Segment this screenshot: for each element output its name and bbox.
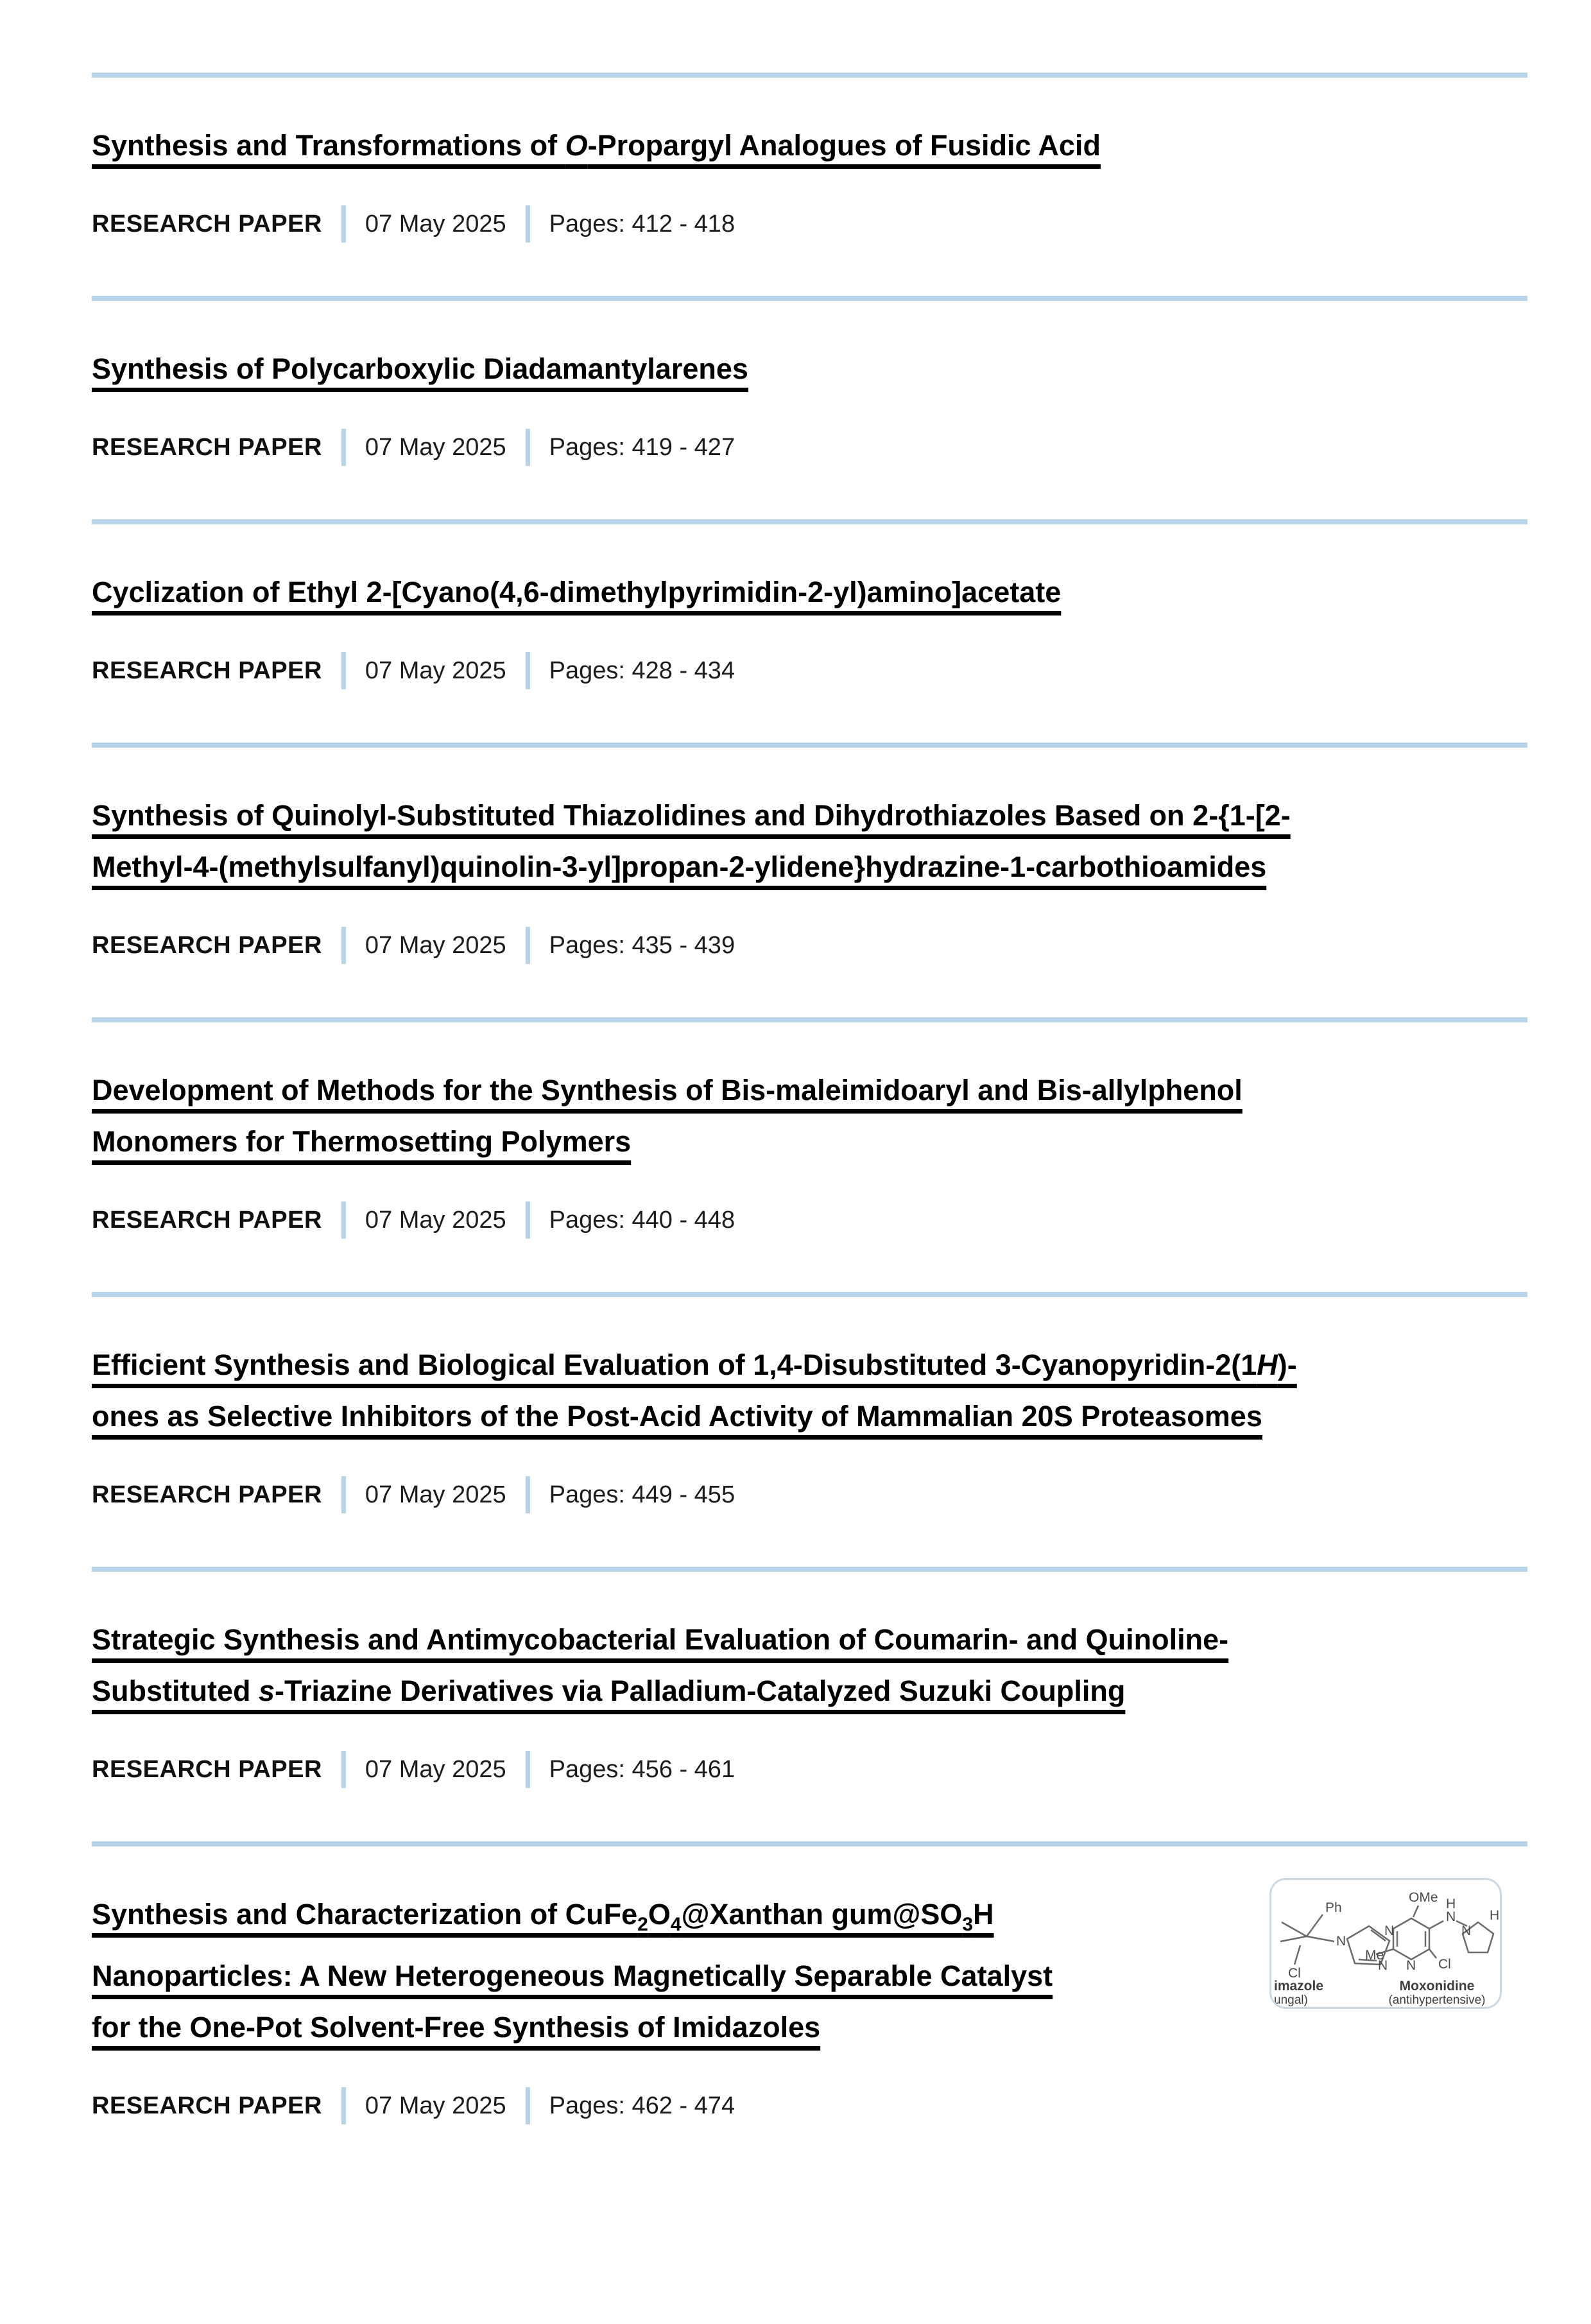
article-entry: [92, 1846, 1527, 2178]
meta-divider-icon: [341, 1476, 346, 1513]
separator-line: [92, 1292, 1527, 1297]
article-title-wrap: [92, 1339, 1527, 1442]
meta-divider-icon: [341, 2087, 346, 2124]
atom-label-ome: OMe: [1409, 1890, 1438, 1905]
article-type-label: RESEARCH PAPER: [92, 1206, 322, 1234]
meta-divider-icon: [526, 1476, 530, 1513]
article-meta-row: [92, 1749, 1527, 1790]
article-thumbnail[interactable]: [1269, 1878, 1502, 2009]
article-date: 07 May 2025: [365, 2092, 506, 2119]
thumb-left-caption-2: ungal): [1274, 1993, 1308, 2007]
article-title[interactable]: Strategic Synthesis and Antimycobacterial Evaluation of Coumarin- and Quinoline- Substituted s-Triazine Derivatives via Palladium-Catalyzed Suzuki Coupling: [92, 1623, 1229, 1707]
article-type-label: RESEARCH PAPER: [92, 210, 322, 237]
atom-label-me: Me: [1365, 1948, 1384, 1963]
article-meta-row: [92, 650, 1527, 691]
article-title[interactable]: Efficient Synthesis and Biological Evaluation of 1,4-Disubstituted 3-Cyanopyridin-2(1H)- ones as Selective Inhibitors of the Post-Acid Activity of Mammalian 20S Proteasomes: [92, 1348, 1297, 1433]
meta-divider-icon: [526, 1751, 530, 1788]
separator-line: [92, 1841, 1527, 1846]
article-title-wrap: [92, 790, 1527, 893]
article-pages: Pages: 428 - 434: [549, 657, 735, 684]
article-type-label: RESEARCH PAPER: [92, 1481, 322, 1508]
article-entry: [92, 301, 1527, 519]
article-entry: [92, 1572, 1527, 1841]
atom-label-n2: N: [1378, 1958, 1388, 1973]
article-title[interactable]: Cyclization of Ethyl 2-[Cyano(4,6-dimethylpyrimidin-2-yl)amino]acetate: [92, 576, 1062, 608]
atom-label-n4: N: [1406, 1958, 1416, 1973]
meta-divider-icon: [526, 652, 530, 689]
separator-line: [92, 296, 1527, 301]
article-meta-row: [92, 203, 1527, 245]
thumb-left-caption-1: imazole: [1274, 1979, 1324, 1993]
article-date: 07 May 2025: [365, 1481, 506, 1508]
article-pages: Pages: 435 - 439: [549, 931, 735, 959]
article-type-label: RESEARCH PAPER: [92, 2092, 322, 2119]
article-list: [92, 73, 1527, 2178]
article-date: 07 May 2025: [365, 433, 506, 461]
article-pages: Pages: 440 - 448: [549, 1206, 735, 1234]
article-entry: [92, 1297, 1527, 1567]
atom-label-h2: H: [1490, 1908, 1500, 1923]
article-pages: Pages: 449 - 455: [549, 1481, 735, 1508]
article-title[interactable]: Synthesis of Polycarboxylic Diadamantylarenes: [92, 352, 748, 385]
article-date: 07 May 2025: [365, 657, 506, 684]
separator-line: [92, 519, 1527, 524]
atom-label-cl-right: Cl: [1438, 1957, 1451, 1972]
article-meta-row: [92, 1200, 1527, 1241]
separator-line: [92, 73, 1527, 78]
article-type-label: RESEARCH PAPER: [92, 657, 322, 684]
meta-divider-icon: [341, 927, 346, 964]
atom-label-n6: N: [1461, 1924, 1472, 1938]
article-meta-row: [92, 427, 1527, 468]
article-entry: [92, 524, 1527, 743]
article-type-label: RESEARCH PAPER: [92, 1755, 322, 1783]
chemical-structures-icon: [1271, 1880, 1500, 2007]
meta-divider-icon: [526, 429, 530, 466]
article-type-label: RESEARCH PAPER: [92, 433, 322, 461]
article-pages: Pages: 412 - 418: [549, 210, 735, 237]
atom-label-h1: H: [1446, 1897, 1456, 1911]
meta-divider-icon: [341, 1201, 346, 1239]
article-date: 07 May 2025: [365, 931, 506, 959]
article-meta-row: [92, 1474, 1527, 1515]
article-title[interactable]: Development of Methods for the Synthesis of Bis-maleimidoaryl and Bis-allylphenol Monomers for Thermosetting Polymers: [92, 1074, 1243, 1158]
separator-line: [92, 1567, 1527, 1572]
article-meta-row: [92, 925, 1527, 966]
article-title[interactable]: Synthesis of Quinolyl-Substituted Thiazolidines and Dihydrothiazoles Based on 2-{1-[2- Methyl-4-(methylsulfanyl)quinolin-3-yl]propan-2-ylidene}hydrazine-1-carbothioamides: [92, 799, 1291, 883]
atom-label-n5: N: [1446, 1909, 1456, 1924]
meta-divider-icon: [341, 429, 346, 466]
article-date: 07 May 2025: [365, 1206, 506, 1234]
thumb-right-caption-2: (antihypertensive): [1388, 1993, 1486, 2007]
meta-divider-icon: [526, 205, 530, 243]
article-title-wrap: [92, 567, 1527, 618]
article-date: 07 May 2025: [365, 210, 506, 237]
article-entry: [92, 78, 1527, 296]
article-title-wrap: [92, 1065, 1527, 1167]
article-title-wrap: [92, 343, 1527, 395]
atom-label-n1: N: [1336, 1934, 1346, 1949]
atom-label-n3: N: [1384, 1924, 1395, 1938]
meta-divider-icon: [341, 1751, 346, 1788]
meta-divider-icon: [526, 1201, 530, 1239]
article-entry: [92, 1022, 1527, 1292]
article-pages: Pages: 456 - 461: [549, 1755, 735, 1783]
atom-label-cl-left: Cl: [1288, 1966, 1301, 1981]
meta-divider-icon: [341, 652, 346, 689]
meta-divider-icon: [526, 927, 530, 964]
meta-divider-icon: [526, 2087, 530, 2124]
article-type-label: RESEARCH PAPER: [92, 931, 322, 959]
article-title-wrap: [92, 1889, 1183, 2053]
article-title[interactable]: Synthesis and Characterization of $CuFe_2O_4@Xanthan$ $gum@SO_3H$ Nanoparticles: A New Heterogeneous Magnetically Separable Catalyst for the One-Pot Solvent-Free Synthesis of Imidazoles: [92, 1898, 1053, 2044]
separator-line: [92, 1017, 1527, 1022]
article-title-wrap: [92, 1614, 1527, 1717]
article-title[interactable]: Synthesis and Transformations of O-Propargyl Analogues of Fusidic Acid: [92, 129, 1101, 162]
article-pages: Pages: 419 - 427: [549, 433, 735, 461]
atom-label-ph: Ph: [1325, 1900, 1342, 1915]
meta-divider-icon: [341, 205, 346, 243]
article-pages: Pages: 462 - 474: [549, 2092, 735, 2119]
thumb-right-caption-1: Moxonidine: [1399, 1979, 1475, 1993]
separator-line: [92, 743, 1527, 748]
article-title-wrap: [92, 120, 1527, 171]
article-meta-row: [92, 2085, 1527, 2126]
article-entry: [92, 748, 1527, 1017]
article-date: 07 May 2025: [365, 1755, 506, 1783]
